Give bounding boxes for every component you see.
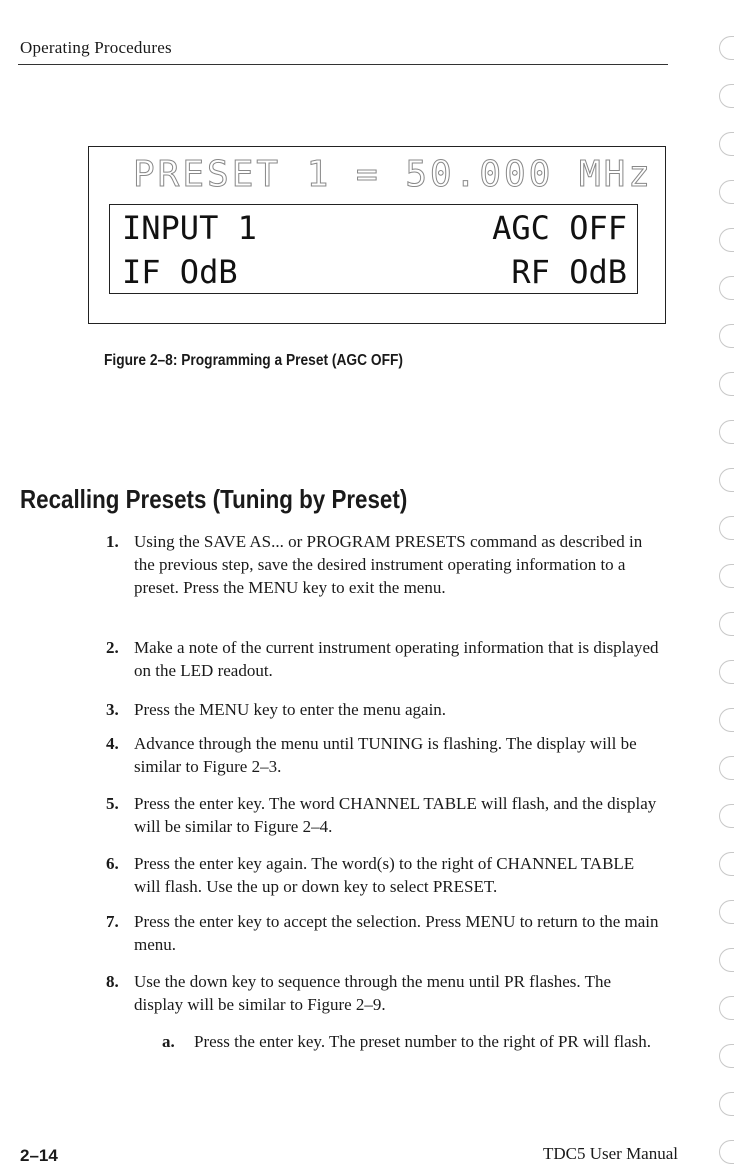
binder-hole [719,468,734,492]
binder-hole [719,420,734,444]
binder-hole [719,516,734,540]
step-text: Press the enter key again. The word(s) to the right of CHANNEL TABLE will flash. Use the up or down key to select PRESET. [134,854,635,896]
step-number: 2. [106,638,119,657]
binder-hole [719,852,734,876]
section-title: Recalling Presets (Tuning by Preset) [20,484,408,514]
substep-letter: a. [162,1032,175,1051]
step-number: 8. [106,972,119,991]
step-text: Press the enter key to accept the selection. Press MENU to return to the main menu. [134,912,659,954]
binder-hole [719,900,734,924]
binder-hole [719,1044,734,1068]
step-number: 7. [106,912,119,931]
binder-hole [719,756,734,780]
page-number: 2–14 [20,1146,58,1165]
ghost-mid: 1 = 50.000 [306,154,554,195]
binder-hole [719,324,734,348]
binder-hole [719,804,734,828]
binder-hole [719,372,734,396]
step-number: 4. [106,734,119,753]
binder-hole [719,180,734,204]
step-text: Using the SAVE AS... or PROGRAM PRESETS command as described in the previous step, save the desired instrument operating information to a preset. Press the MENU key to exit the menu. [134,532,643,597]
step-text: Make a note of the current instrument operating information that is displayed on the LED readout. [134,638,659,680]
step-number: 5. [106,794,119,813]
lcd-rf: RF OdB [511,253,627,291]
step-text: Press the enter key. The word CHANNEL TABLE will flash, and the display will be similar to Figure 2–4. [134,794,657,836]
step-number: 6. [106,854,119,873]
binder-hole [719,948,734,972]
lcd-agc: AGC OFF [492,209,627,247]
lcd-row-2 [122,250,627,294]
binder-hole [719,708,734,732]
step-text: Advance through the menu until TUNING is flashing. The display will be similar to Figure 2–3. [134,734,637,776]
lcd-input: INPUT 1 [122,209,257,247]
binder-hole [719,36,734,60]
binder-hole [719,660,734,684]
header-rule [18,64,668,65]
lcd-row-1 [122,206,627,250]
binder-hole [719,84,734,108]
binder-hole [719,1092,734,1116]
step-number: 3. [106,700,119,719]
binder-hole [719,228,734,252]
lcd-display [109,204,638,294]
ghost-led-line [133,155,653,195]
ghost-right: MHz [578,154,653,195]
lcd-if: IF OdB [122,253,238,291]
binder-hole [719,276,734,300]
binder-hole [719,996,734,1020]
binder-hole [719,564,734,588]
step-text: Press the MENU key to enter the menu again. [134,700,447,719]
binder-hole [719,132,734,156]
step-number: 1. [106,532,119,551]
step-text: Use the down key to sequence through the menu until PR flashes. The display will be similar to Figure 2–9. [134,972,612,1014]
manual-title: TDC5 User Manual [542,1144,678,1163]
binder-hole [719,612,734,636]
figure-caption: Figure 2–8: Programming a Preset (AGC OFF) [104,352,403,369]
ghost-left: PRESET [133,154,282,195]
substep-text: Press the enter key. The preset number to the right of PR will flash. [194,1032,652,1051]
binder-hole [719,1140,734,1164]
page-header: Operating Procedures [20,38,172,57]
figure-frame [88,146,666,324]
